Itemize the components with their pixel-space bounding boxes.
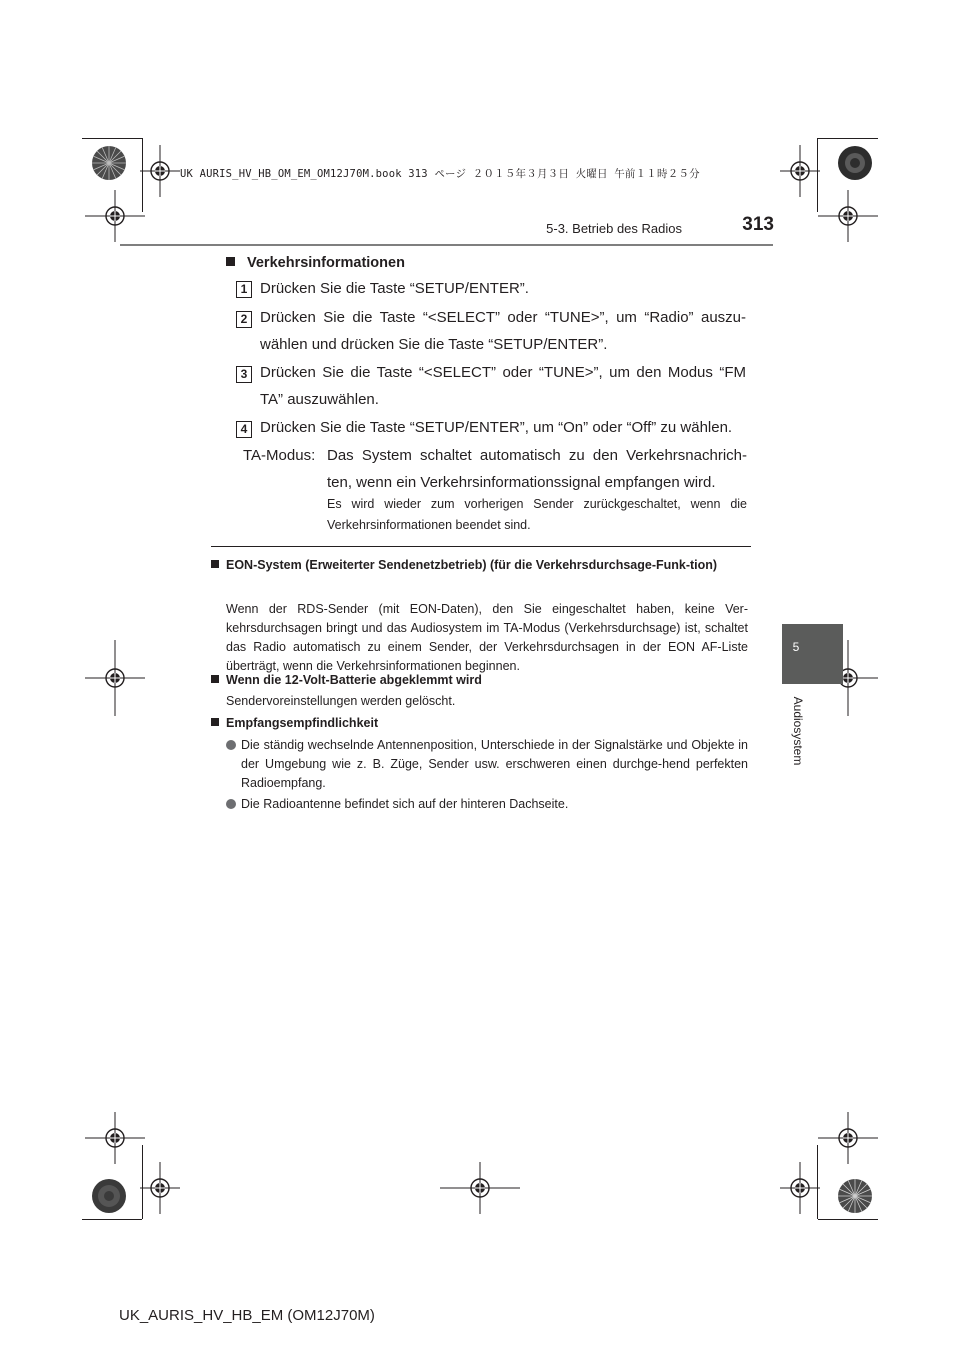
bullet-text: Die ständig wechselnde Antennenposition, Unterschiede in der Signalstärke und Objekte in der Umgebung wie z. B. Züge, Sender usw. erschweren einen durchge-hend perfekten Radioempfang. <box>241 738 748 790</box>
main-heading <box>226 255 405 271</box>
list-item <box>226 795 748 814</box>
registration-mark-icon <box>85 190 145 242</box>
step-text: Drücken Sie die Taste “SETUP/ENTER”, um “On” oder “Off” zu wählen. <box>260 419 733 436</box>
step-number-badge: 3 <box>236 366 252 383</box>
step-text: Drücken Sie die Taste “SETUP/ENTER”. <box>260 280 529 297</box>
ta-mode-label: TA-Modus: <box>243 447 316 464</box>
step-text: Drücken Sie die Taste “<SELECT” oder “TUNE>”, um “Radio” auszu-wählen und drücken Sie die Taste “SETUP/ENTER”. <box>260 309 746 353</box>
square-bullet-icon <box>211 718 219 726</box>
registration-mark-icon <box>780 1162 820 1214</box>
list-item <box>226 736 748 793</box>
note-heading-eon <box>211 556 747 575</box>
registration-mark-icon <box>818 1112 878 1164</box>
footer-document-code: UK_AURIS_HV_HB_EM (OM12J70M) <box>119 1307 375 1324</box>
note-text-eon: Wenn der RDS-Sender (mit EON-Daten), den Sie eingeschaltet haben, keine Ver-kehrsdurchsagen bringt und das Audiosystem im TA-Modus (Verkehrsdurchsage) ist, schaltet das Radio automatisch zu einem Sender, der Verkehrsdurchsagen in der EON AF-Liste überträgt, wenn die Verkehrsinformationen beginnen. <box>226 602 748 673</box>
step-number-badge: 4 <box>236 421 252 438</box>
registration-mark-icon <box>140 1162 180 1214</box>
book-info-line: UK AURIS_HV_HB_OM_EM_OM12J70M.book 313 ページ ２０１５年３月３日 火曜日 午前１１時２５分 <box>180 168 700 180</box>
circle-bullet-icon <box>226 740 236 750</box>
chapter-label: Audiosystem <box>791 696 805 766</box>
chapter-number: 5 <box>792 640 800 654</box>
section-title: 5-3. Betrieb des Radios <box>546 221 682 236</box>
bullet-text: Die Radioantenne befindet sich auf der hinteren Dachseite. <box>241 797 569 811</box>
note-heading-text: Empfangsempfindlichkeit <box>226 716 379 730</box>
registration-mark-icon <box>780 145 820 197</box>
square-bullet-icon <box>211 675 219 683</box>
registration-mark-icon <box>440 1162 520 1214</box>
note-text-battery: Sendervoreinstellungen werden gelöscht. <box>226 694 456 708</box>
step-number-badge: 1 <box>236 281 252 298</box>
circle-bullet-icon <box>226 799 236 809</box>
ta-mode-note: Es wird wieder zum vorherigen Sender zurückgeschaltet, wenn die Verkehrsinformationen beendet sind. <box>327 497 747 532</box>
ta-mode-text: Das System schaltet automatisch zu den Verkehrsnachrich-ten, wenn ein Verkehrsinformationssignal empfangen wird. <box>327 447 747 491</box>
notes-divider <box>211 546 751 547</box>
square-bullet-icon <box>226 257 235 266</box>
note-heading-text: Wenn die 12-Volt-Batterie abgeklemmt wird <box>226 673 482 687</box>
main-heading-text: Verkehrsinformationen <box>247 255 405 271</box>
star-target-icon <box>837 1178 873 1214</box>
star-target-icon <box>91 1178 127 1214</box>
star-target-icon <box>91 145 127 181</box>
registration-mark-icon <box>818 190 878 242</box>
step-number-badge: 2 <box>236 311 252 328</box>
registration-mark-icon <box>85 640 145 716</box>
star-target-icon <box>837 145 873 181</box>
square-bullet-icon <box>211 560 219 568</box>
registration-mark-icon <box>85 1112 145 1164</box>
note-heading-text: EON-System (Erweiterter Sendenetzbetrieb) (für die Verkehrsdurchsage-Funk-tion) <box>226 558 718 572</box>
chapter-tab <box>782 624 843 684</box>
header-rule <box>120 244 773 246</box>
note-heading-sensitivity <box>211 714 747 733</box>
page-number: 313 <box>742 214 774 235</box>
step-text: Drücken Sie die Taste “<SELECT” oder “TUNE>”, um den Modus “FM TA” auszuwählen. <box>260 364 746 408</box>
registration-mark-icon <box>140 145 180 197</box>
note-heading-battery <box>211 671 747 690</box>
